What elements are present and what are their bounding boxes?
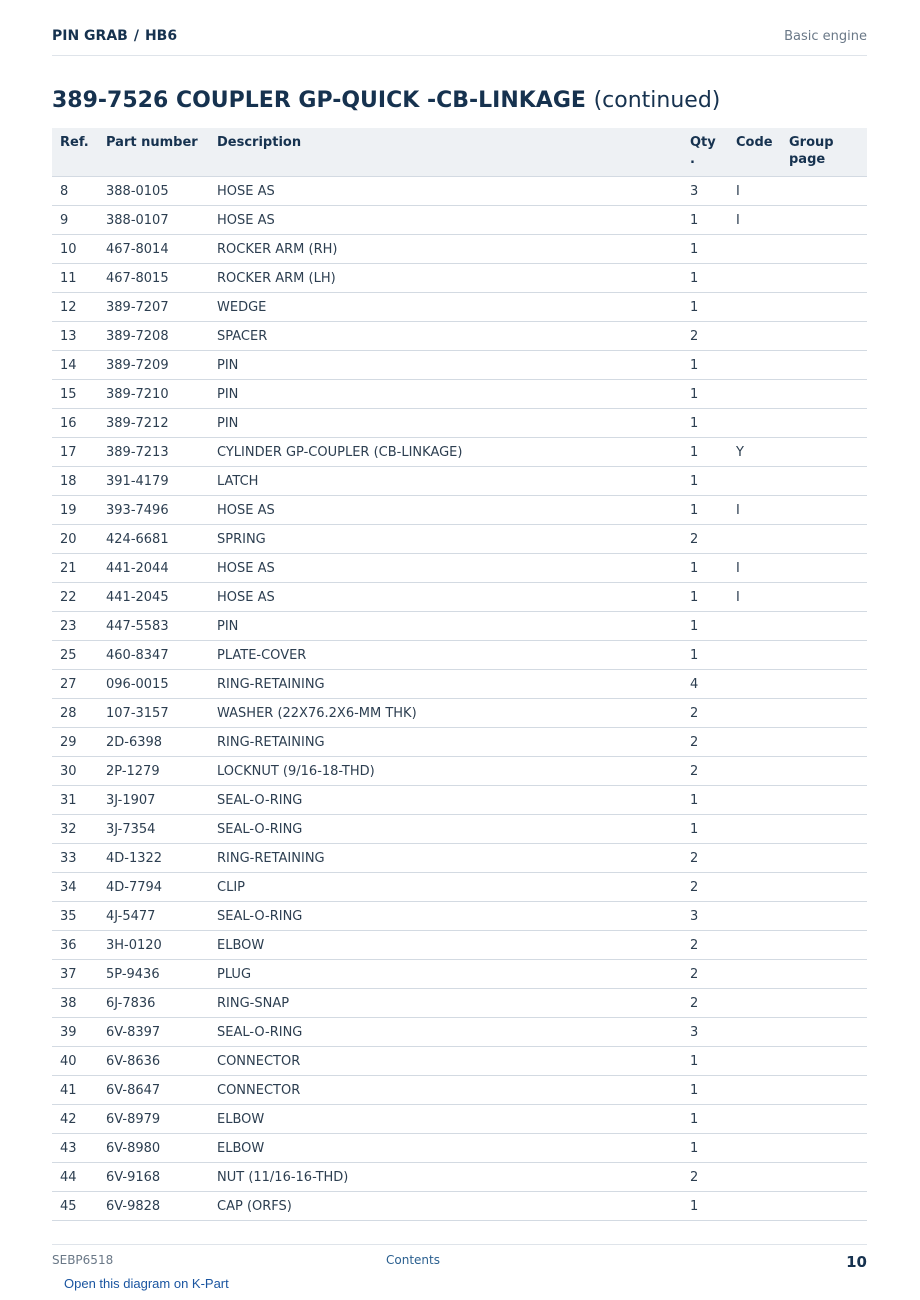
cell-part-number: 391-4179 — [98, 467, 209, 496]
table-row — [52, 467, 867, 496]
contents-link[interactable]: Contents — [386, 1253, 440, 1267]
cell-description: ELBOW — [209, 1105, 682, 1134]
cell-ref: 42 — [52, 1105, 98, 1134]
cell-qty: 3 — [682, 902, 728, 931]
table-row — [52, 989, 867, 1018]
cell-qty: 2 — [682, 960, 728, 989]
cell-code — [728, 293, 781, 322]
table-row — [52, 380, 867, 409]
cell-code — [728, 960, 781, 989]
cell-qty: 2 — [682, 873, 728, 902]
cell-part-number: 2P-1279 — [98, 757, 209, 786]
cell-group-page — [781, 206, 867, 235]
cell-qty: 1 — [682, 293, 728, 322]
cell-qty: 2 — [682, 322, 728, 351]
kpart-diagram-link[interactable]: Open this diagram on K-Part — [64, 1276, 229, 1291]
cell-code — [728, 757, 781, 786]
cell-description: SEAL-O-RING — [209, 815, 682, 844]
cell-part-number: 3H-0120 — [98, 931, 209, 960]
cell-group-page — [781, 873, 867, 902]
cell-description: ELBOW — [209, 1134, 682, 1163]
cell-code — [728, 525, 781, 554]
cell-part-number: 6V-8647 — [98, 1076, 209, 1105]
cell-qty: 2 — [682, 844, 728, 873]
cell-code — [728, 1018, 781, 1047]
table-row — [52, 496, 867, 525]
cell-description: NUT (11/16-16-THD) — [209, 1163, 682, 1192]
cell-part-number: 3J-7354 — [98, 815, 209, 844]
cell-qty: 1 — [682, 583, 728, 612]
cell-group-page — [781, 989, 867, 1018]
cell-qty: 1 — [682, 1076, 728, 1105]
cell-code — [728, 1105, 781, 1134]
cell-qty: 1 — [682, 351, 728, 380]
cell-qty: 3 — [682, 177, 728, 206]
cell-code — [728, 931, 781, 960]
table-row — [52, 525, 867, 554]
table-row — [52, 554, 867, 583]
cell-description: LATCH — [209, 467, 682, 496]
cell-part-number: 5P-9436 — [98, 960, 209, 989]
cell-code — [728, 1134, 781, 1163]
cell-qty: 2 — [682, 699, 728, 728]
cell-part-number: 107-3157 — [98, 699, 209, 728]
cell-description: WASHER (22X76.2X6-MM THK) — [209, 699, 682, 728]
cell-description: CYLINDER GP-COUPLER (CB-LINKAGE) — [209, 438, 682, 467]
cell-description: HOSE AS — [209, 496, 682, 525]
cell-group-page — [781, 757, 867, 786]
cell-qty: 1 — [682, 815, 728, 844]
cell-code — [728, 815, 781, 844]
cell-group-page — [781, 380, 867, 409]
cell-description: SPACER — [209, 322, 682, 351]
table-row — [52, 873, 867, 902]
cell-part-number: 2D-6398 — [98, 728, 209, 757]
cell-ref: 13 — [52, 322, 98, 351]
table-row — [52, 699, 867, 728]
table-row — [52, 322, 867, 351]
header-description: Description — [209, 128, 682, 177]
cell-description: PLUG — [209, 960, 682, 989]
cell-description: LOCKNUT (9/16-18-THD) — [209, 757, 682, 786]
cell-ref: 37 — [52, 960, 98, 989]
cell-qty: 1 — [682, 496, 728, 525]
cell-group-page — [781, 931, 867, 960]
cell-ref: 18 — [52, 467, 98, 496]
cell-description: PIN — [209, 409, 682, 438]
cell-group-page — [781, 264, 867, 293]
cell-part-number: 6V-8397 — [98, 1018, 209, 1047]
cell-part-number: 3J-1907 — [98, 786, 209, 815]
cell-description: RING-RETAINING — [209, 844, 682, 873]
cell-qty: 2 — [682, 728, 728, 757]
cell-group-page — [781, 815, 867, 844]
cell-ref: 8 — [52, 177, 98, 206]
table-row — [52, 206, 867, 235]
cell-code: I — [728, 554, 781, 583]
cell-description: HOSE AS — [209, 206, 682, 235]
header-qty: Qty . — [682, 128, 728, 177]
cell-ref: 31 — [52, 786, 98, 815]
cell-description: CAP (ORFS) — [209, 1192, 682, 1221]
cell-description: HOSE AS — [209, 177, 682, 206]
cell-part-number: 6V-8979 — [98, 1105, 209, 1134]
page-number: 10 — [846, 1253, 867, 1271]
cell-description: ROCKER ARM (LH) — [209, 264, 682, 293]
header-group-page: Group page — [781, 128, 867, 177]
cell-code — [728, 989, 781, 1018]
table-row — [52, 931, 867, 960]
table-row — [52, 728, 867, 757]
cell-qty: 2 — [682, 989, 728, 1018]
header-ref: Ref. — [52, 128, 98, 177]
cell-group-page — [781, 1018, 867, 1047]
cell-group-page — [781, 1163, 867, 1192]
cell-ref: 43 — [52, 1134, 98, 1163]
parts-table-body — [52, 177, 867, 1221]
cell-group-page — [781, 1134, 867, 1163]
table-row — [52, 786, 867, 815]
cell-ref: 27 — [52, 670, 98, 699]
cell-code — [728, 322, 781, 351]
cell-group-page — [781, 322, 867, 351]
cell-ref: 17 — [52, 438, 98, 467]
cell-part-number: 460-8347 — [98, 641, 209, 670]
cell-qty: 1 — [682, 641, 728, 670]
cell-qty: 4 — [682, 670, 728, 699]
cell-code — [728, 699, 781, 728]
cell-qty: 2 — [682, 757, 728, 786]
cell-code: I — [728, 206, 781, 235]
table-row — [52, 815, 867, 844]
table-row — [52, 1134, 867, 1163]
header-part-number: Part number — [98, 128, 209, 177]
cell-part-number: 096-0015 — [98, 670, 209, 699]
cell-qty: 1 — [682, 1105, 728, 1134]
table-row — [52, 757, 867, 786]
cell-ref: 9 — [52, 206, 98, 235]
table-row — [52, 293, 867, 322]
cell-group-page — [781, 235, 867, 264]
cell-part-number: 4J-5477 — [98, 902, 209, 931]
cell-description: HOSE AS — [209, 554, 682, 583]
cell-qty: 2 — [682, 1163, 728, 1192]
cell-code — [728, 351, 781, 380]
table-row — [52, 235, 867, 264]
cell-part-number: 6V-8980 — [98, 1134, 209, 1163]
cell-group-page — [781, 670, 867, 699]
cell-part-number: 389-7210 — [98, 380, 209, 409]
cell-ref: 22 — [52, 583, 98, 612]
cell-group-page — [781, 1047, 867, 1076]
cell-code — [728, 409, 781, 438]
cell-part-number: 389-7212 — [98, 409, 209, 438]
cell-description: RING-SNAP — [209, 989, 682, 1018]
cell-description: CLIP — [209, 873, 682, 902]
cell-qty: 1 — [682, 438, 728, 467]
cell-description: WEDGE — [209, 293, 682, 322]
document-id: SEBP6518 — [52, 1253, 114, 1267]
cell-qty: 3 — [682, 1018, 728, 1047]
cell-group-page — [781, 641, 867, 670]
table-row — [52, 670, 867, 699]
table-row — [52, 1163, 867, 1192]
page-header — [52, 28, 867, 56]
cell-code — [728, 235, 781, 264]
table-row — [52, 351, 867, 380]
cell-qty: 1 — [682, 1047, 728, 1076]
cell-code — [728, 641, 781, 670]
cell-qty: 1 — [682, 467, 728, 496]
cell-group-page — [781, 438, 867, 467]
cell-ref: 36 — [52, 931, 98, 960]
cell-qty: 1 — [682, 409, 728, 438]
cell-ref: 14 — [52, 351, 98, 380]
cell-ref: 41 — [52, 1076, 98, 1105]
cell-group-page — [781, 844, 867, 873]
table-row — [52, 1018, 867, 1047]
cell-ref: 23 — [52, 612, 98, 641]
cell-group-page — [781, 1105, 867, 1134]
cell-ref: 38 — [52, 989, 98, 1018]
table-row — [52, 583, 867, 612]
cell-code: I — [728, 583, 781, 612]
cell-description: SEAL-O-RING — [209, 902, 682, 931]
cell-part-number: 441-2044 — [98, 554, 209, 583]
cell-ref: 11 — [52, 264, 98, 293]
cell-code: I — [728, 177, 781, 206]
cell-ref: 29 — [52, 728, 98, 757]
page-title — [52, 88, 720, 113]
cell-code — [728, 264, 781, 293]
cell-code — [728, 612, 781, 641]
cell-ref: 12 — [52, 293, 98, 322]
cell-description: ROCKER ARM (RH) — [209, 235, 682, 264]
cell-group-page — [781, 902, 867, 931]
cell-group-page — [781, 1192, 867, 1221]
cell-part-number: 389-7209 — [98, 351, 209, 380]
table-row — [52, 612, 867, 641]
cell-description: PIN — [209, 380, 682, 409]
cell-part-number: 467-8014 — [98, 235, 209, 264]
cell-part-number: 6V-9828 — [98, 1192, 209, 1221]
cell-ref: 21 — [52, 554, 98, 583]
cell-code: I — [728, 496, 781, 525]
cell-ref: 32 — [52, 815, 98, 844]
cell-group-page — [781, 409, 867, 438]
cell-ref: 44 — [52, 1163, 98, 1192]
cell-part-number: 389-7208 — [98, 322, 209, 351]
cell-ref: 35 — [52, 902, 98, 931]
cell-qty: 1 — [682, 206, 728, 235]
table-header-row — [52, 128, 867, 177]
table-row — [52, 1047, 867, 1076]
cell-part-number: 6V-8636 — [98, 1047, 209, 1076]
cell-qty: 1 — [682, 380, 728, 409]
cell-part-number: 4D-7794 — [98, 873, 209, 902]
cell-ref: 40 — [52, 1047, 98, 1076]
cell-code — [728, 728, 781, 757]
cell-ref: 39 — [52, 1018, 98, 1047]
table-row — [52, 1076, 867, 1105]
section-name: Basic engine — [784, 29, 867, 44]
title-suffix: (continued) — [593, 88, 721, 113]
cell-ref: 20 — [52, 525, 98, 554]
cell-ref: 15 — [52, 380, 98, 409]
cell-description: HOSE AS — [209, 583, 682, 612]
table-row — [52, 641, 867, 670]
cell-code — [728, 1047, 781, 1076]
cell-code: Y — [728, 438, 781, 467]
cell-qty: 2 — [682, 931, 728, 960]
table-row — [52, 438, 867, 467]
breadcrumb — [52, 28, 177, 44]
cell-code — [728, 670, 781, 699]
table-row — [52, 960, 867, 989]
cell-group-page — [781, 351, 867, 380]
cell-code — [728, 1192, 781, 1221]
cell-ref: 25 — [52, 641, 98, 670]
cell-description: CONNECTOR — [209, 1076, 682, 1105]
cell-qty: 1 — [682, 612, 728, 641]
cell-group-page — [781, 496, 867, 525]
cell-ref: 10 — [52, 235, 98, 264]
cell-code — [728, 467, 781, 496]
cell-part-number: 467-8015 — [98, 264, 209, 293]
cell-code — [728, 844, 781, 873]
cell-ref: 45 — [52, 1192, 98, 1221]
cell-qty: 1 — [682, 235, 728, 264]
cell-group-page — [781, 525, 867, 554]
cell-ref: 30 — [52, 757, 98, 786]
cell-code — [728, 1076, 781, 1105]
cell-code — [728, 902, 781, 931]
cell-code — [728, 873, 781, 902]
cell-part-number: 6J-7836 — [98, 989, 209, 1018]
breadcrumb-machine: PIN GRAB — [52, 28, 128, 44]
cell-group-page — [781, 467, 867, 496]
cell-part-number: 388-0105 — [98, 177, 209, 206]
cell-part-number: 388-0107 — [98, 206, 209, 235]
cell-group-page — [781, 177, 867, 206]
cell-description: ELBOW — [209, 931, 682, 960]
header-code: Code — [728, 128, 781, 177]
table-row — [52, 902, 867, 931]
cell-code — [728, 380, 781, 409]
cell-qty: 1 — [682, 1192, 728, 1221]
cell-ref: 16 — [52, 409, 98, 438]
cell-group-page — [781, 554, 867, 583]
cell-part-number: 389-7207 — [98, 293, 209, 322]
cell-description: RING-RETAINING — [209, 670, 682, 699]
cell-group-page — [781, 699, 867, 728]
title-main: 389-7526 COUPLER GP-QUICK -CB-LINKAGE — [52, 88, 586, 113]
cell-description: PIN — [209, 351, 682, 380]
breadcrumb-separator: / — [133, 28, 139, 44]
cell-description: RING-RETAINING — [209, 728, 682, 757]
cell-description: CONNECTOR — [209, 1047, 682, 1076]
cell-qty: 1 — [682, 264, 728, 293]
cell-part-number: 424-6681 — [98, 525, 209, 554]
cell-qty: 2 — [682, 525, 728, 554]
cell-description: SEAL-O-RING — [209, 786, 682, 815]
table-row — [52, 409, 867, 438]
table-row — [52, 264, 867, 293]
cell-group-page — [781, 612, 867, 641]
cell-ref: 34 — [52, 873, 98, 902]
table-row — [52, 1105, 867, 1134]
cell-ref: 33 — [52, 844, 98, 873]
parts-table — [52, 128, 867, 1221]
cell-ref: 19 — [52, 496, 98, 525]
cell-part-number: 447-5583 — [98, 612, 209, 641]
table-row — [52, 177, 867, 206]
breadcrumb-model: HB6 — [144, 28, 178, 44]
cell-qty: 1 — [682, 786, 728, 815]
cell-description: PIN — [209, 612, 682, 641]
cell-part-number: 393-7496 — [98, 496, 209, 525]
table-row — [52, 1192, 867, 1221]
cell-description: PLATE-COVER — [209, 641, 682, 670]
cell-qty: 1 — [682, 554, 728, 583]
cell-qty: 1 — [682, 1134, 728, 1163]
cell-group-page — [781, 728, 867, 757]
cell-description: SEAL-O-RING — [209, 1018, 682, 1047]
table-row — [52, 844, 867, 873]
cell-code — [728, 1163, 781, 1192]
cell-group-page — [781, 960, 867, 989]
cell-group-page — [781, 786, 867, 815]
cell-ref: 28 — [52, 699, 98, 728]
cell-group-page — [781, 1076, 867, 1105]
cell-group-page — [781, 293, 867, 322]
cell-part-number: 441-2045 — [98, 583, 209, 612]
cell-code — [728, 786, 781, 815]
cell-part-number: 389-7213 — [98, 438, 209, 467]
cell-part-number: 6V-9168 — [98, 1163, 209, 1192]
cell-group-page — [781, 583, 867, 612]
cell-part-number: 4D-1322 — [98, 844, 209, 873]
cell-description: SPRING — [209, 525, 682, 554]
